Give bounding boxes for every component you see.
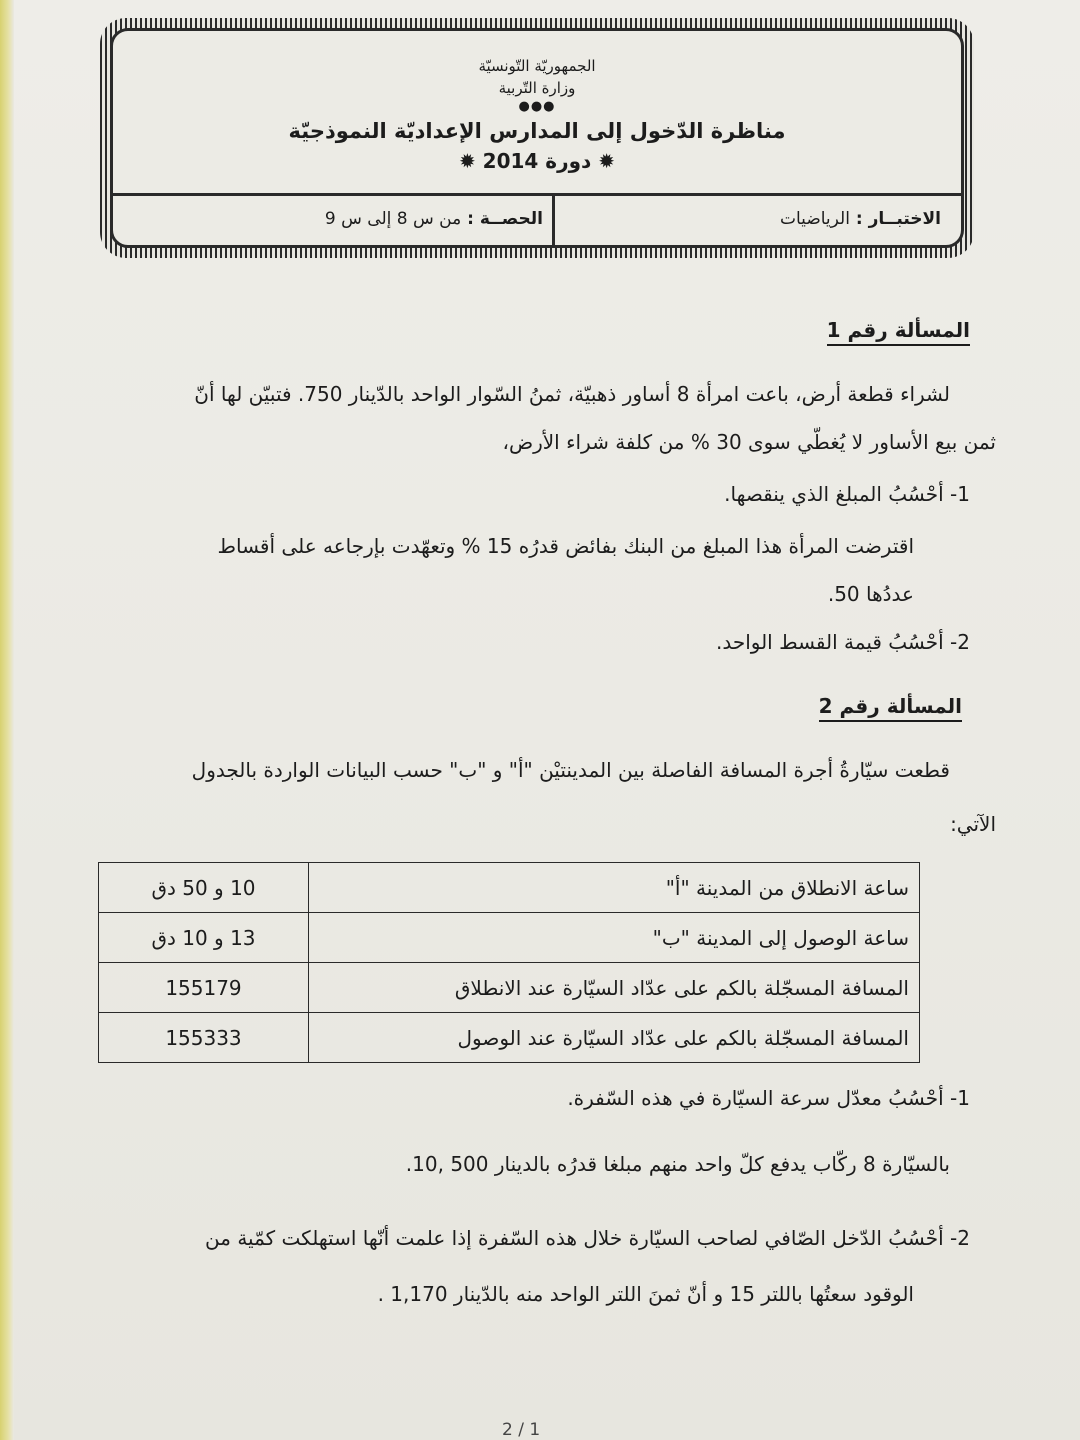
header-vertical-divider	[552, 193, 555, 245]
table-value-cell: 155179	[99, 963, 309, 1013]
problem1-line1: لشراء قطعة أرض، باعت امرأة 8 أساور ذهبيّة، ثمنُ السّوار الواحد بالدّينار 750. فتبيّن لها أنّ	[194, 382, 950, 406]
problem1-heading: المسألة رقم 1	[827, 318, 970, 346]
period-cell	[325, 209, 543, 229]
subject-label: الاختبــار :	[855, 209, 941, 229]
problem2-line2: الآتي:	[950, 812, 996, 836]
ministry-name: وزارة التّربية	[498, 79, 576, 97]
problem1-question1: 1- أحْسُبُ المبلغ الذي ينقصها.	[724, 482, 970, 506]
exam-page	[14, 0, 1080, 1440]
period-value: من س 8 إلى س 9	[324, 209, 462, 229]
problem2-question2-line1: 2- أحْسُبُ الدّخل الصّافي لصاحب السيّارة خلال هذه السّفرة إذا علمت أنّها استهلكت كمّية من	[205, 1226, 970, 1250]
table-label-cell: ساعة الانطلاق من المدينة "أ"	[309, 863, 920, 913]
republic-name: الجمهوريّة التّونسيّة	[478, 57, 596, 75]
exam-session: ✹ دورة 2014 ✹	[458, 149, 616, 173]
trip-data-table	[98, 862, 920, 1063]
problem2-question1: 1- أحْسُبُ معدّل سرعة السيّارة في هذه السّفرة.	[567, 1086, 970, 1110]
problem1-info-line2: عددُها 50.	[827, 582, 914, 606]
table-value-cell: 155333	[99, 1013, 309, 1063]
table-row	[99, 913, 920, 963]
problem1-question2: 2- أحْسُبُ قيمة القسط الواحد.	[715, 630, 970, 654]
table-label-cell: المسافة المسجّلة بالكم على عدّاد السيّارة عند الانطلاق	[309, 963, 920, 1013]
header-divider	[113, 193, 961, 196]
table-row	[99, 1013, 920, 1063]
paper-edge	[0, 0, 14, 1440]
period-label: الحصــة :	[467, 209, 543, 229]
table-row	[99, 863, 920, 913]
subject-cell	[780, 209, 941, 229]
problem1-line2: ثمن بيع الأساور لا يُغطّي سوى 30 % من كلفة شراء الأرض،	[502, 430, 996, 454]
page-number: 2 / 1	[502, 1420, 541, 1440]
table-value-cell: 13 و 10 دق	[99, 913, 309, 963]
problem2-question2-line2: الوقود سعتُها باللتر 15 و أنّ ثمنَ اللتر الواحد منه بالدّينار 1,170 .	[377, 1282, 914, 1306]
subject-value: الرياضيات	[780, 209, 850, 229]
table-row	[99, 963, 920, 1013]
header-box	[110, 28, 964, 248]
problem2-line1: قطعت سيّارةُ أجرة المسافة الفاصلة بين المدينتيْن "أ" و "ب" حسب البيانات الواردة بالجدول	[191, 758, 950, 782]
problem2-info: بالسيّارة 8 ركّاب يدفع كلّ واحد منهم مبلغا قدرُه بالدينار 500 ,10.	[405, 1152, 950, 1176]
exam-title: مناظرة الدّخول إلى المدارس الإعداديّة النموذجيّة	[288, 119, 786, 143]
table-value-cell: 10 و 50 دق	[99, 863, 309, 913]
table-label-cell: ساعة الوصول إلى المدينة "ب"	[309, 913, 920, 963]
problem1-info-line1: اقترضت المرأة هذا المبلغ من البنك بفائض قدرُه 15 % وتعهّدت بإرجاعه على أقساط	[217, 534, 914, 558]
problem2-heading: المسألة رقم 2	[819, 694, 962, 722]
header-frame	[100, 18, 974, 258]
table-label-cell: المسافة المسجّلة بالكم على عدّاد السيّارة عند الوصول	[309, 1013, 920, 1063]
header-dots: ●●●	[518, 99, 556, 114]
